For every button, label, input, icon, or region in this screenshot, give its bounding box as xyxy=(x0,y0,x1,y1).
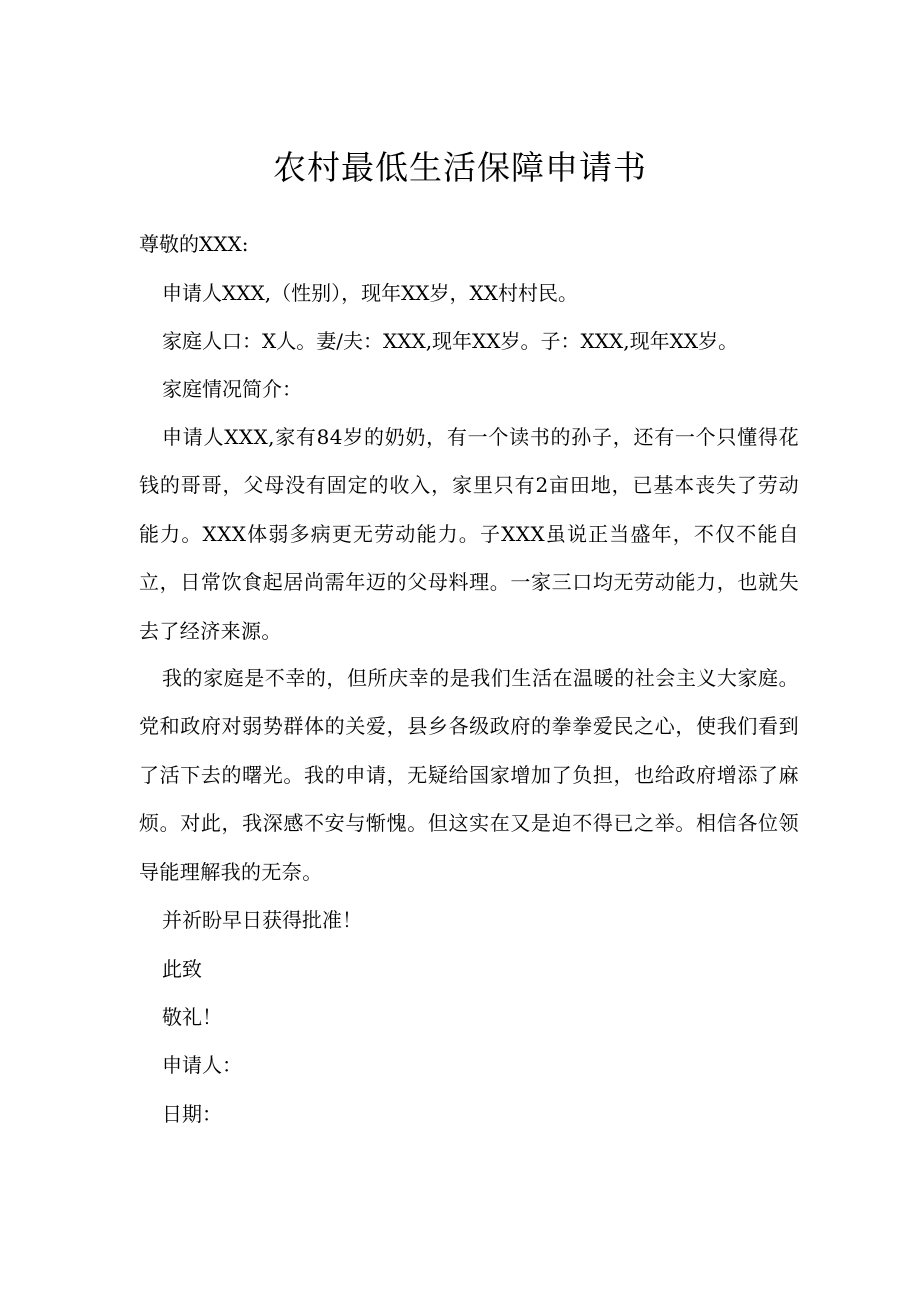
closing-salute: 敬礼！ xyxy=(162,1005,222,1029)
applicant-line: 申请人XXX,（性别），现年XX岁，XX村村民。 xyxy=(162,281,579,305)
family-situation-paragraph: 申请人XXX,家有84岁的奶奶，有一个读书的孙子，还有一个只懂得花钱的哥哥，父母没有固定的收入，家里只有2亩田地，已基本丧失了劳动能力。XXX体弱多病更无劳动能力。子XXX虽说正当盛年，不仅不能自立，日常饮食起居尚需年迈的父母料理。一家三口均无劳动能力，也就失去了经济来源。 xyxy=(139,425,799,643)
document-title: 农村最低生活保障申请书 xyxy=(273,148,647,187)
hope-line: 并祈盼早日获得批准！ xyxy=(162,908,362,932)
signature-label: 申请人： xyxy=(162,1053,242,1077)
closing-greeting: 此致 xyxy=(162,957,202,981)
family-population-line: 家庭人口：X人。妻/夫：XXX,现年XX岁。子：XXX,现年XX岁。 xyxy=(162,329,739,353)
date-label: 日期： xyxy=(162,1102,222,1126)
salutation: 尊敬的XXX: xyxy=(139,232,249,256)
gratitude-paragraph: 我的家庭是不幸的，但所庆幸的是我们生活在温暖的社会主义大家庭。党和政府对弱势群体的关爱，县乡各级政府的拳拳爱民之心，使我们看到了活下去的曙光。我的申请，无疑给国家增加了负担，也给政府增添了麻烦。对此，我深感不安与惭愧。但这实在又是迫不得已之举。相信各位领导能理解我的无奈。 xyxy=(139,666,799,884)
family-intro-heading: 家庭情况简介： xyxy=(162,377,302,401)
